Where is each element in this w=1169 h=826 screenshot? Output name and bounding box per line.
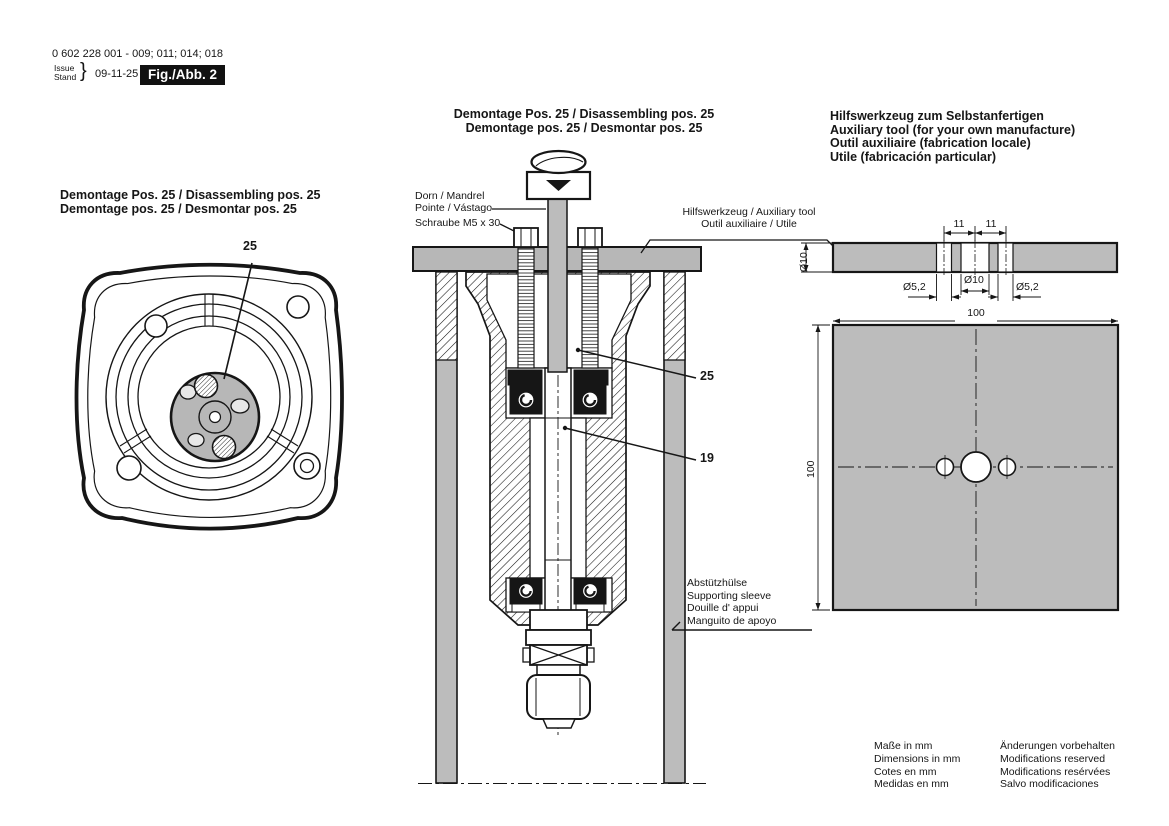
part-numbers: 0 602 228 001 - 009; 011; 014; 018 bbox=[52, 48, 224, 60]
dim-text-hole-small-right: Ø5,2 bbox=[1016, 281, 1039, 293]
issue-date: 09-11-25 bbox=[95, 68, 139, 80]
dim-hole-center bbox=[961, 289, 989, 294]
plan-hole-center bbox=[961, 452, 991, 482]
chuck-assembly bbox=[523, 610, 594, 728]
flange-screw-icon bbox=[213, 436, 236, 459]
sleeve-label: Abstützhülse Supporting sleeve Douille d' appui Manguito de apoyo bbox=[687, 577, 777, 627]
callout-19: 19 bbox=[700, 451, 714, 465]
left-flange-drawing bbox=[77, 263, 343, 529]
left-view-caption: Demontage Pos. 25 / Disassembling pos. 25 Demontage pos. 25 / Desmontar pos. 25 bbox=[60, 188, 321, 216]
mandrel-knob bbox=[527, 151, 590, 199]
brace-glyph: } bbox=[80, 60, 87, 82]
dim-text-hole-center: Ø10 bbox=[964, 274, 984, 286]
right-tool-drawing bbox=[798, 226, 1118, 610]
callout-25-left: 25 bbox=[243, 239, 257, 253]
flange-hole-bottom-left bbox=[117, 456, 141, 480]
leader-screw bbox=[500, 224, 514, 231]
flange-ring-pos25 bbox=[508, 370, 542, 385]
screw-label: Schraube M5 x 30 bbox=[415, 217, 501, 229]
issue-stand-label: Issue Stand bbox=[54, 63, 77, 82]
flange-ring-pos25 bbox=[574, 370, 608, 385]
dim-text-11-left: 11 bbox=[953, 218, 965, 230]
dim-text-plate-width: 100 bbox=[967, 307, 985, 319]
flange-screw-icon bbox=[195, 375, 218, 398]
center-view-caption: Demontage Pos. 25 / Disassembling pos. 25 Demontage pos. 25 / Desmontar pos. 25 bbox=[453, 107, 715, 135]
footer-modifications: Änderungen vorbehalten Modifications reserved Modifications resérvées Salvo modificaciones bbox=[1000, 740, 1116, 791]
center-section-drawing bbox=[413, 151, 833, 784]
dim-text-hole-small-left: Ø5,2 bbox=[903, 281, 926, 293]
mandrel-label: Dorn / Mandrel Pointe / Vástago bbox=[415, 190, 493, 214]
dim-text-plate-height: 100 bbox=[805, 460, 817, 478]
dim-text-11-right: 11 bbox=[985, 218, 997, 230]
flange-hole-top-left bbox=[145, 315, 167, 337]
dim-hole-small-left bbox=[908, 295, 961, 300]
figure-badge: Fig./Abb. 2 bbox=[140, 65, 225, 85]
callout-25-center: 25 bbox=[700, 369, 714, 383]
bearing-flange-pos25 bbox=[171, 373, 259, 461]
dim-text-thickness: Ø10 bbox=[798, 252, 810, 272]
flange-hole-top-right bbox=[287, 296, 309, 318]
mandrel-shaft bbox=[548, 198, 567, 372]
footer-units: Maße in mm Dimensions in mm Cotes en mm Medidas en mm bbox=[874, 740, 961, 791]
right-view-caption: Hilfswerkzeug zum Selbstanfertigen Auxiliary tool (for your own manufacture) Outil auxiliaire (fabrication locale) Utile (fabricación particular) bbox=[830, 109, 1076, 164]
aux-tool-label: Hilfswerkzeug / Auxiliary tool Outil auxiliaire / Utile bbox=[682, 206, 816, 230]
dim-hole-small-right bbox=[988, 295, 1041, 300]
